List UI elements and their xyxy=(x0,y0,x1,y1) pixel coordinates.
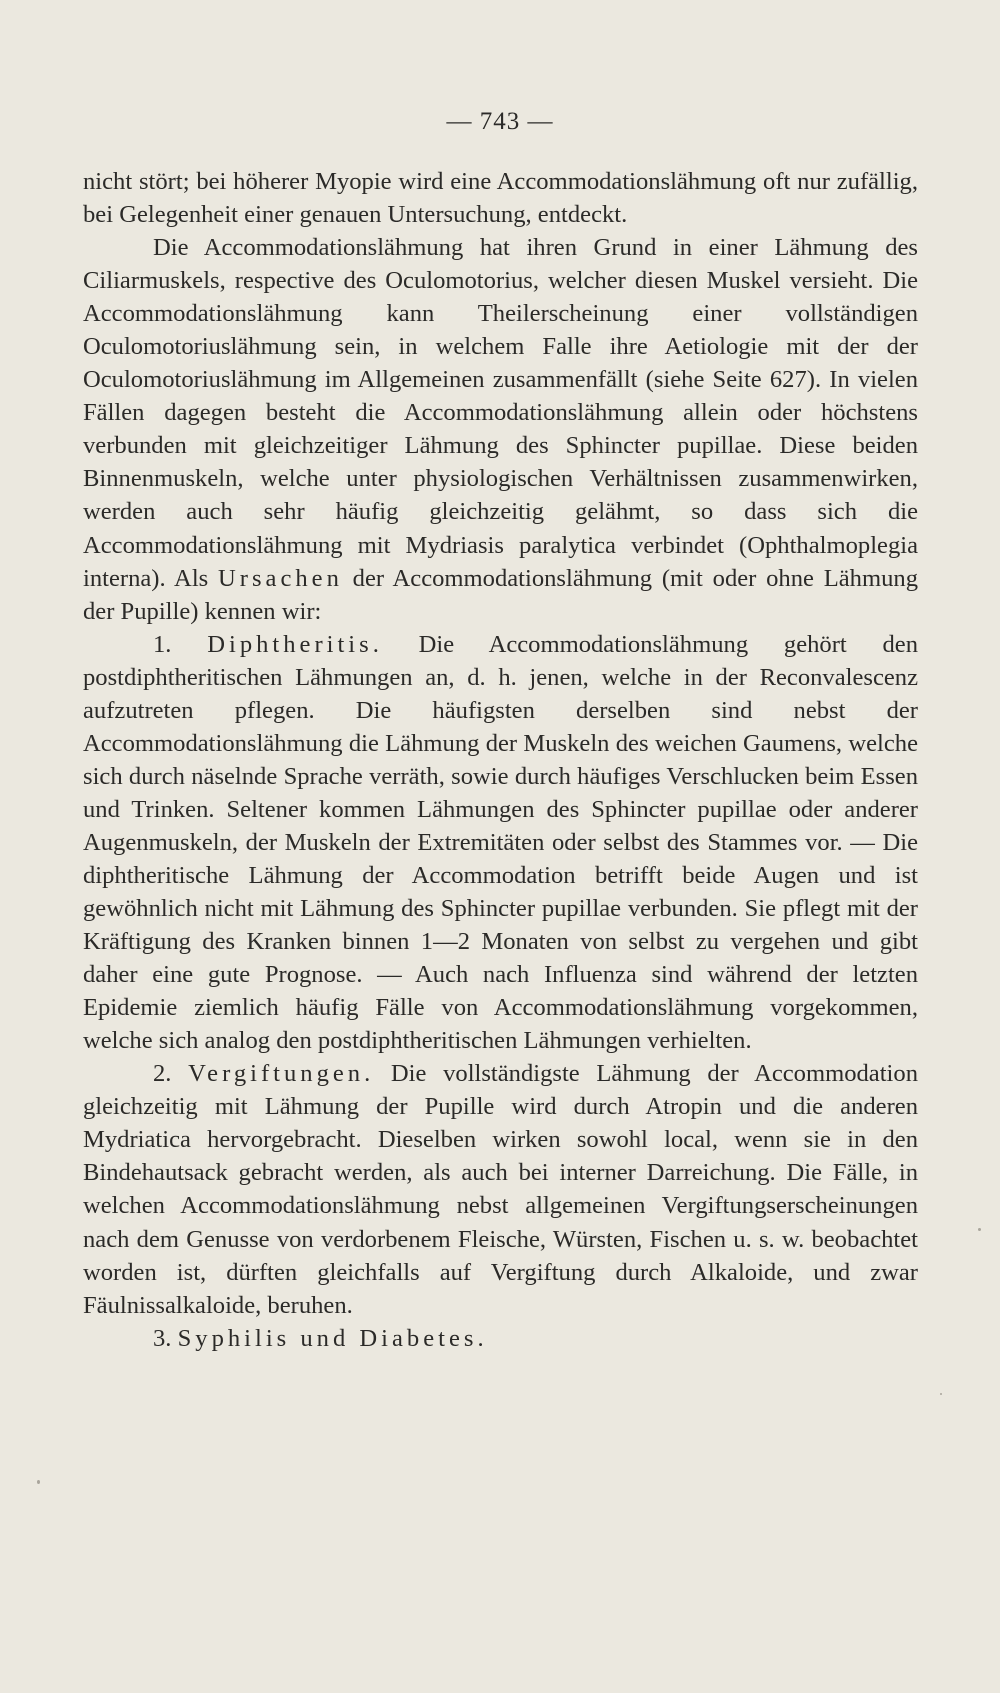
paragraph-p3 xyxy=(83,628,918,1058)
paragraph-p1 xyxy=(83,165,918,231)
text-run: Die vollständigste Lähmung der Accommodation gleichzeitig mit Lähmung der Pupille wird durch Atropin und die anderen Mydriatica hervorgebracht. Dieselben wirken sowohl local, wenn sie in den Bindehautsack gebracht werden, als auch bei interner Darreichung. Die Fälle, in welchen Accommodationslähmung nebst allgemeinen Vergiftungserscheinungen nach dem Genusse von verdorbenem Fleische, Würsten, Fischen u. s. w. beobachtet worden ist, dürften gleichfalls auf Vergiftung durch Alkaloide, und zwar Fäulnissalkaloide, beruhen. xyxy=(83,1060,918,1319)
text-run: der Accommodationslähmung (mit oder ohne Lähmung der Pupille) kennen wir: xyxy=(83,564,918,625)
body-text xyxy=(83,165,918,1355)
spaced-emphasis: Diphtheritis. xyxy=(207,630,383,658)
paragraph-p5 xyxy=(83,1322,918,1355)
text-run: Die Accommodationslähmung gehört den postdiphtheritischen Lähmungen an, d. h. jenen, welche in der Reconvalescenz aufzutreten pflegen. Die häufigsten derselben sind nebst der Accommodationslähmung die Lähmung der Muskeln des weichen Gaumens, welche sich durch näselnde Sprache verräth, sowie durch häufiges Verschlucken beim Essen und Trinken. Seltener kommen Lähmungen des Sphincter pupillae oder anderer Augenmuskeln, der Muskeln der Extremitäten oder selbst des Stammes vor. — Die diphtheritische Lähmung der Accommodation betrifft beide Augen und ist gewöhnlich nicht mit Lähmung des Sphincter pupillae verbunden. Sie pflegt mit der Kräftigung des Kranken binnen 1—2 Monaten von selbst zu vergehen und gibt daher eine gute Prognose. — Auch nach Influenza sind während der letzten Epidemie ziemlich häufig Fälle von Accommodationslähmung vorgekommen, welche sich analog den postdiphtheritischen Lähmungen verhielten. xyxy=(83,630,919,1055)
paragraph-p2 xyxy=(83,231,918,628)
paper-speck xyxy=(940,1393,942,1395)
page-number: — 743 — xyxy=(446,108,554,135)
text-run: 2. xyxy=(153,1060,189,1088)
text-run: nicht stört; bei höherer Myopie wird eine Accommodationslähmung oft nur zufällig, bei Gelegenheit einer genauen Untersuchung, entdeckt. xyxy=(83,168,918,229)
paper-speck xyxy=(37,1480,40,1484)
text-run: Die Accommodationslähmung hat ihren Grund in einer Lähmung des Ciliarmuskels, respective des Oculomotorius, welcher diesen Muskel versieht. Die Accommodationslähmung kann Theilerscheinung einer vollständigen Oculomotoriuslähmung sein, in welchem Falle ihre Aetiologie mit der der Oculomotoriuslähmung im Allgemeinen zusammenfällt (siehe Seite 627). In vielen Fällen dagegen besteht die Accommodationslähmung allein oder höchstens verbunden mit gleichzeitiger Lähmung des Sphincter pupillae. Diese beiden Binnenmuskeln, welche unter physiologischen Verhältnissen zusammenwirken, werden auch sehr häufig gleichzeitig gelähmt, so dass sich die Accommodationslähmung mit Mydriasis paralytica verbindet (Ophthalmoplegia interna). Als xyxy=(83,234,918,592)
spaced-emphasis: Ursachen xyxy=(218,564,343,592)
text-run: 3. xyxy=(153,1324,178,1352)
spaced-emphasis: Syphilis und Diabetes. xyxy=(177,1324,488,1352)
paragraph-p4 xyxy=(83,1057,918,1321)
spaced-emphasis: Vergiftungen. xyxy=(188,1060,375,1088)
paper-speck xyxy=(978,1228,981,1231)
text-run: 1. xyxy=(153,630,208,658)
